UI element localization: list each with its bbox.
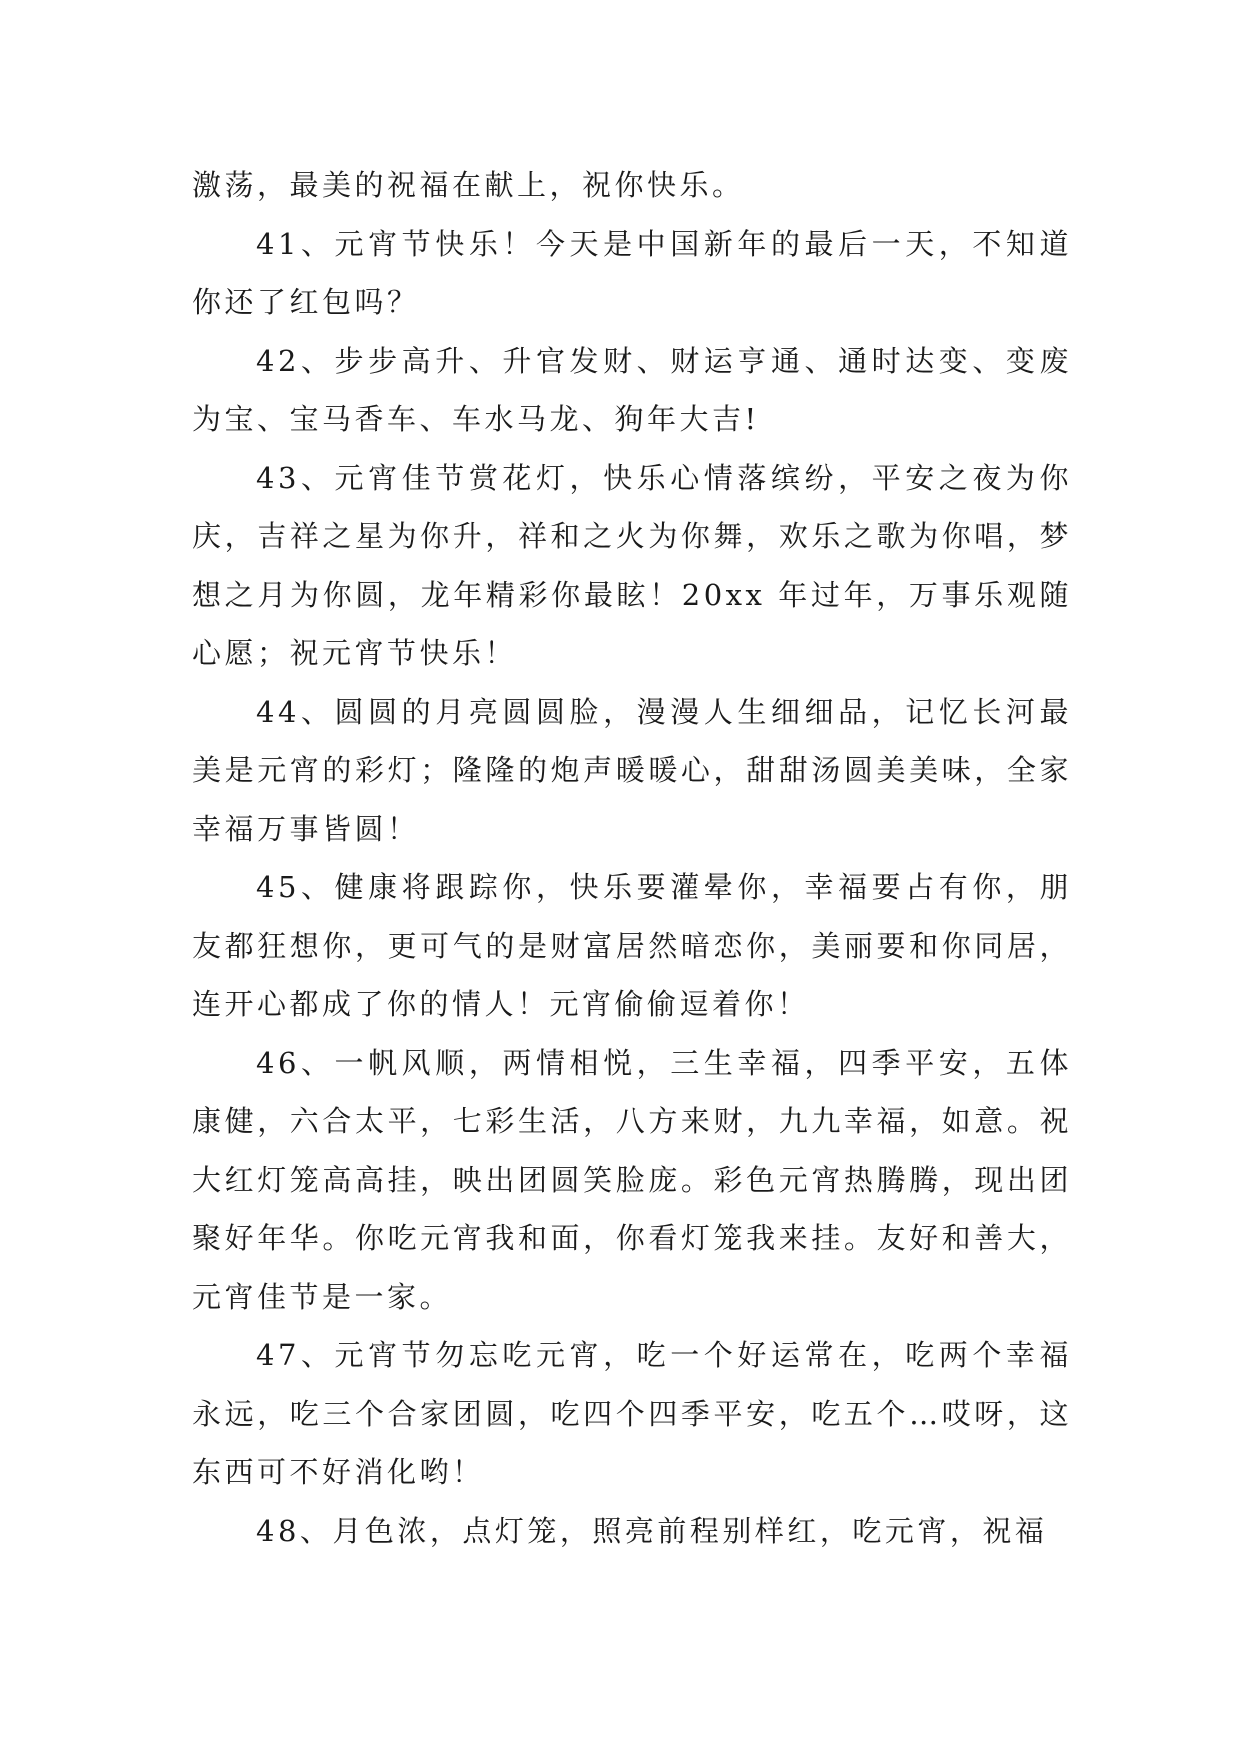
paragraph-41: 41、元宵节快乐！今天是中国新年的最后一天，不知道你还了红包吗？ <box>192 226 1072 319</box>
paragraph-44: 44、圆圆的月亮圆圆脸，漫漫人生细细品，记忆长河最美是元宵的彩灯；隆隆的炮声暖暖心，甜甜汤圆美美味，全家幸福万事皆圆！ <box>192 694 1072 846</box>
document-body <box>192 156 1072 1560</box>
paragraph-42: 42、步步高升、升官发财、财运亨通、通时达变、变废为宝、宝马香车、车水马龙、狗年大吉! <box>192 343 1072 436</box>
paragraph-43: 43、元宵佳节赏花灯，快乐心情落缤纷，平安之夜为你庆，吉祥之星为你升，祥和之火为你舞，欢乐之歌为你唱，梦想之月为你圆，龙年精彩你最眩！20xx 年过年，万事乐观随心愿；祝元宵节快乐！ <box>192 460 1072 670</box>
paragraph-continuation: 激荡，最美的祝福在献上，祝你快乐。 <box>192 168 745 202</box>
paragraph-45: 45、健康将跟踪你，快乐要灌晕你，幸福要占有你，朋友都狂想你，更可气的是财富居然暗恋你，美丽要和你同居，连开心都成了你的情人！元宵偷偷逗着你！ <box>192 870 1072 1021</box>
paragraph-47: 47、元宵节勿忘吃元宵，吃一个好运常在，吃两个幸福永远，吃三个合家团圆，吃四个四季平安，吃五个…哎呀，这东西可不好消化哟！ <box>192 1338 1072 1489</box>
paragraph-48: 48、月色浓，点灯笼，照亮前程别样红，吃元宵，祝福 <box>256 1513 1048 1548</box>
paragraph-46: 46、一帆风顺，两情相悦，三生幸福，四季平安，五体康健，六合太平，七彩生活，八方来财，九九幸福，如意。祝大红灯笼高高挂，映出团圆笑脸庞。彩色元宵热腾腾，现出团聚好年华。你吃元宵我和面，你看灯笼我来挂。友好和善大，元宵佳节是一家。 <box>192 1045 1072 1314</box>
